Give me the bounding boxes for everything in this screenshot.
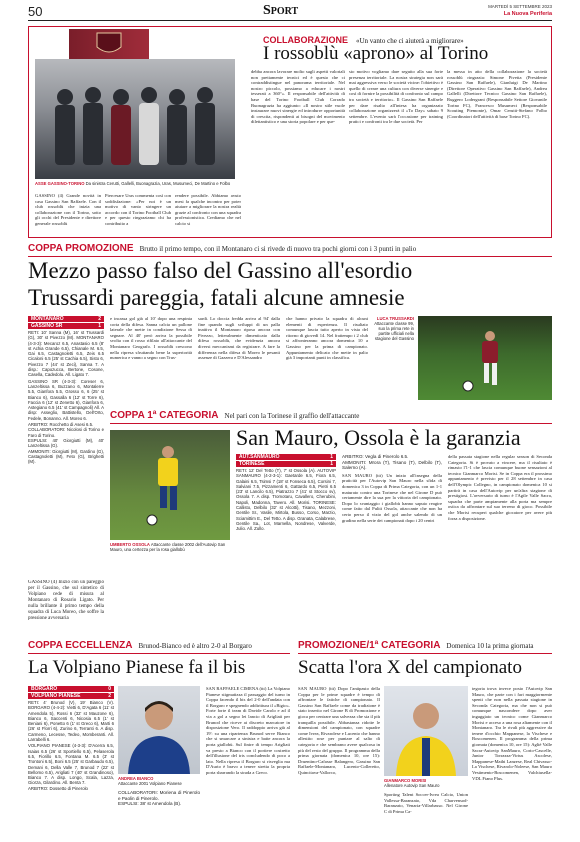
morisi-photo [384,686,468,776]
eccellenza-referee: ARBITRO: Dossetto di Pinerolo [28,785,88,791]
promo-lineup-away: GASSINO SR (4-3-3): Coreser 6, Lanzeltissa 6, Buzzano 6, Montalerre 5.5, Gianfora 5.5, Grosso 6, 6 (25' st Bianco 6), Gassalla 6 (12' st Torre 6), Faccia 6 (12' st Zenetto 6), Gianfora 6, Astegiano 6.5 (41' st Campagnoli) All. A disp: Asseglio, Battistello, Dell'Orto, Fedele, Bonanno. All. Moreo 6. [28,378,104,421]
top-col-6: la messa in atto della collaborazione la società rossoblù ringrazia: Simone Pivetta (Presidente Gassino San Raffaele), Gianluigi De Martino (Direttore Operativo Gassino San Raffaele), Andrea Gallelli (Direttore Tecnico Gassino San Raffaele), Ruggero Lodergrani (Responsabile Settore Giovanile Torino FC), Francesco Musumeci (Responsabile Scouting Piemonte), Omar Cerutti-Stefano Folbo (Coordinatori dell'attività di base Torino FC). [447,69,547,119]
eccellenza-kicker-label: COPPA ECCELLENZA [28,640,133,651]
portrait-icon [384,686,468,776]
team-home: AUT.SANMAURO [239,454,280,460]
promo-col-4: che hanno privato la squadra di alcuni elementi di esperienza. Il risultato comunque lascia tutto aperto in vista del ritorno di giovedì 14. Nel frattempo i 2 club si affronteranno ancora domenica 10 a Gassino per la prima di campionato. Appuntamento delicato che mette in palio già 3 importanti punti in classifica. [286,316,368,361]
kicker-label: COLLABORAZIONE [263,35,348,45]
promo-kicker [28,243,552,254]
promo-col-3: sardi. Lo doccia fredda arriva al 94' dalla fine quando sugli sviluppi di un palla inattiva il Montanaro riposa ancora con Pivezzo, letteralmente dimenticato dalla difesa rossoblù, che evidenzia ancora diversi meccanismi da registrare. A fare la differenza nella difesa di Moreo le pesanti assenze di Gazzera e D'Alessandro [198,316,280,361]
score-row-home [28,686,114,692]
coppa1-scorecard [236,454,336,614]
coppa1-ammoniti: AMMONITI: Mrora (T), Tisano (T), Delbilo (T), Salerno (A). [342,459,442,471]
score-row-home [28,316,104,322]
top-col-5: sto motivo vogliamo dare seguito alla sua forte presenza territoriale. La nostra strategia non sarà mai aggressiva verso le società vicine: l'obiettivo è quello di creare una cultura con diverse sinergie e così di fornire la possibilità di confronto sul campo tra società e territorio». Il Gassino San Raffaele per dare risalto all'intesa ha organizzato collaborazione organizzerà il «To Day» sabato 9 settembre. L'evento sarà l'occasione per training pratici e confronti tra le due società. Per [349,69,443,125]
team-away: GASSINO SR [31,323,63,329]
promo-collab: COLLABORATORI: Nicolosi di Torino e Faro di Torino. [28,427,104,438]
mondo-rule [298,653,552,654]
promo-scorecard [28,316,104,578]
trussardi-text: Attaccante classe 99, suo la prima rete in partite ufficiali nella stagione del Gassino [374,321,414,341]
coppa1-kicker [110,410,552,421]
group-photo-caption [35,181,255,186]
top-story [28,26,552,238]
header-date: MARTEDÌ 5 SETTEMBRE 2023 [488,4,552,9]
mondo-col-1: SAN MAURO (ttt) Dopo l'antipasto della Coppa per le prime squadre è tempo di affrontare le fatiche di campionato. Il Gassino San Raffaele come da tradizione è stato inserito nel Girone B di Promozione e gioca per centrare una salvezza che sia il più tranquilla possibile. Abbastanza ridotte le dimensioni del campionato, con squadre come Ivrea, Rivarolese e Lucento che hanno allestito rose per puntare al salto di categoria e che sembrano avere qualcosa in più del resto del gruppo. Il programma della prima giornata (domenica 10, ore 15): Druentino-Cafasse Balangero, Gassino San Raffaele-Montanaro, Lucento-Colleretto, Quincitava-Vallorco, [298,686,380,775]
portrait-icon [118,686,200,774]
promo-kicker-sub: Brutto il primo tempo, con il Montanaro ci si rivede di nuovo tra pochi giorni con i 3 punti in palio [139,245,417,253]
score-row-home [236,454,336,460]
top-col-3: rendere possibile. Abbiamo avuto mesi fa qualche incontro per poter aiutare a migliorare la nostra realtà grazie al confronto con una squadra professionistica. Crediamo che nel calcio si [175,193,241,226]
score-away: 1 [330,461,333,467]
coppa1-referee: ARBITRO: Vegla di Pinerolo 6.5. [342,454,409,459]
coppa1-kicker-sub: Nel pari con la Torinese il graffio dell'attaccante [224,412,360,420]
score-away: 2 [108,693,111,699]
score-row-away [28,693,114,699]
trussardi-caption [374,316,414,341]
promo-rule [28,256,552,257]
coppa1-rule [110,423,552,424]
promo-espulsi: ESPULSI: 40' Giorgiutti (M), 40' Lanzeltissa (G). [28,437,104,449]
score-home: 0 [108,686,111,692]
promo-kicker-label: COPPA PROMOZIONE [28,243,134,254]
morisi-name: GIANMARCO MORISI [384,778,427,783]
top-col-4: debba ancora lavorare molto sugli aspetti valoriali non prettamente tecnici ed è questo che ci contraddistingue nel panorama territoriale. Nel nostro piccolo, possiamo a educare i nostri tesserati a 360°». Il responsabile dell'attività di base del Torino Football Club Corrado Buonagrazia ha aggiunto: «Il nostro stile vuole instaurare nuovi sinergie ed introdurre opportunità di crescita, rispondenti ai bisogni del movimento dilettantistico e una storia popolare e per que- [251,69,345,125]
eccellenza-kicker [28,640,288,651]
promo-referee: ARBITRO: Rocchetto di Asesi 6.5. [28,422,94,428]
trussardi-name: LUCA TRUSSARDI [376,316,414,321]
eccellenza-rule [28,653,290,654]
promo-headline-2: Trussardi pareggia, fatali alcune amnesie [28,285,405,310]
ossola-name: UMBERTO OSSOLA [110,542,150,547]
bianco-caption [118,776,200,786]
coppa1-col-3: della passata stagione nella regular season di Seconda Categoria. Si è provato a vincere, ma il risultato è rimasto l'1-1 che lascia comunque buone sensazioni al tecnico Gianmarco Morisi. Se in Coppa era il prossimo appuntamento è previsto per il 28 settembre in casa dell'Olympic Collegno, in campionato domenica 10 si partirà in casa dell'Autovip per un'altra stagione di prestigiosi. L'avversario di turno è l'Agile Valle Sacra, squadra che parte ampiamente alla porta ma sempre ostica da affrontare sul suo terreno di gioco. Possibile che Morisi recuperi qualche giocatore per avere più forza a disposizione. [448,454,552,521]
mondo-headline: Scatta l'ora X del campionato [298,657,522,678]
top-col-1: GASSINO (4) Grande novità in casa Gassino San Raffaele. Con il club rossoblù che inizia una collaborazione con il Torino, sotto gli occhi del Presidente e direttore generale rossoblù [35,193,101,226]
shield-icon [69,29,149,59]
score-row-away [236,461,336,467]
club-logo [69,29,149,59]
promo-col-2: e incassa gol già al 10' dopo una respinta corta della difesa. Sanna calcia un pallone laterale che mette in condizione Sessa di segnare. Al 40' però arriva la possibile svolta con il rosso rifilato all'attaccante del Montanaro Geografo. I rossoblù crescono nella ripresa sfruttando bene la superiorità numerica e vanno a segno con Trus- [110,316,192,361]
eccellenza-headline: La Volpiano Pianese fa il bis [28,657,246,678]
team-home: MONTANARO [31,316,64,322]
group-photo [35,59,235,179]
team-away: TORINESE [239,461,265,467]
header-rule [28,20,552,21]
eccellenza-scorecard [28,686,114,834]
people-group-icon [35,59,235,179]
bianco-photo [118,686,200,774]
top-col-2: Piercesare Uras commenta così con soddisfazione: «Per noi è un motivo di vanto stringere un accordo con il Torino Football Club e per questo ringraziamo chi ha contribuito a [105,193,171,226]
newspaper-name: La Nuova Periferia [503,11,552,17]
caption-text: Da sinistra Cerutti, Gallelli, Buonagrazia, Uras, Musumeci, De Martino e Folbo [85,181,231,186]
eccellenza-kicker-sub: Brunod-Bianco ed è altro 2-0 al Borgaro [138,642,252,650]
soccer-player-icon [110,430,230,540]
eccellenza-extra [118,790,200,834]
morisi-caption [384,778,468,788]
promo-lineup-home: RETI: 10' Sanna (M), 16' st Trussardi (G), 30' st Pivezzo (M). MONTANARO (4-3-3): Mecaroz 6.5, Anastasio 6.5 (8' st Achia Grande 6.5), Chianale M. 6.5, Gai 6.5, Castagnoletti 6.5, Zeis 6.5 Cicaloni 6.5 (25' st Cachia 6.5), Sisto 6, Pivezzo 7 (44' st Zeci), Sanna 7. A disp.: Capozucca, Bertone, Cosone, Casella, Cadedolu. All. Ligato 7. [28,330,104,378]
score-home: 2 [98,316,101,322]
mondo-kicker-sub: Domenica 10 la prima giornata [446,642,534,650]
bianco-text: Attaccante 2001 Volpiano Pianese [118,781,182,786]
score-home: 1 [330,454,333,460]
section-title: Sport [263,3,299,18]
ossola-photo [110,430,230,540]
ossola-text: Attaccante classe 2002 dell'Autovip San Mauro, una certezza per la rosa giallobù [110,542,226,552]
caption-label: ASSE GASSINO-TORINO [35,181,85,186]
trussardi-photo [418,316,552,400]
eccellenza-espulsi: ESPULSI: 38' st Amendola (B). [118,801,182,807]
mondo-kicker-label: PROMOZIONE/1ª CATEGORIA [298,640,441,651]
eccellenza-lineup-away: VOLPIANO PIANESE (4-3-3): D'Acerra 6.5, Isaias 6.5 (26' st Sportiello 6.5), Pelaserola 6.5, Fiorillo 6.5, Fontana M. 6.5 (3' st Trontoni 6.5), Boni 6.5 (25' st Garbaudo 6.5), Demani 6, Della Valle 7, Brunod 7 (22' st Bellomo 6.5), Arigliati 7 (40' st Grandinoso), Bianco 7. A disp. Longo, Scala, Lazza, Giorza, Gilardino. All. Benta 7. [28,743,114,786]
mondo-col-3: tegoria trova invece posto l'Autovip San Mauro, che parte con i fari maggiormente spenti che non nella passata stagione in Seconda Categoria, ma che non si può comunque nascondere dopo aver ingaggiato un tecnico come Gianmarco Morisi e acceso a una rosa altamente con il Montanaro. Tra le rivali più aggressive da tenere d'occhio Mappanese, la Vischese e Boscomenen. Il programma della prima giornata (domenica 10, ore 15): Agliè Valle Sacra-Autovip SanMauro, Corio-Cascelle, Junior Torrazza-Virtus Ascolese, Mappanese-Mathi Lanzese, Real Chivasso-La Vischese, Rivarolo-Noleese, San Mauro Vestimento-Boscomenen, Valchiusella-VDL Fiano Plus. [472,686,552,781]
score-row-away [28,323,104,329]
eccellenza-collab: COLLABORATORI: Moriena di Pinerolo e Paolin di Pinerolo. [118,790,200,801]
soccer-player-icon [418,316,552,400]
team-home: BORGARO [31,686,58,692]
eccellenza-lineup-home: RETI: 4' Brunod (V), 19' Bianco (V). BORGARO (4-4-2): Vietti 6, D'Agata 6 (11' st Amendola 5), Rossi 6 (32' st Mauzone 6), Bianco 6, Saccenti 6, Nicosia 6.5 (1' st Beniani 6), Ponetto 6 (1' st Greco 6), Marti 6 (26' st Florri 6), Zurino 6, Terranti 6. A disp. Carmeno, Lecesse, Tedeo, Momberanti. All. Larrabelli 6. [28,700,114,743]
ossola-caption [110,542,232,552]
promo-headline-1: Mezzo passo falso del Gassino all'esordio [28,258,413,283]
eccellenza-body: SAN RAFFAELE CIMENA (ttt) La Volpiano Pianese stigmatizza il passaggio del turno in Coppa facendo il bis del 2-0 dell'andata con il Borgaro e spegnendo addirittura il «Bigio». Forte forte il team di Davide Carolo e ad il via a gol a segno lei lancio di Arigliati per Brunod che riceve ai discreto marcatore in disposizione Vero. Il raddoppio arriva già al 19': su una ripartenza Brunod serve Bianco che si smarcare a sinistra e batte ancora la porta giallobù. Sul finire di tempo Arigliati va presto a Bianco con il portiere costretto dell'illusione del tris concludendo di poco a lato. Nella ripresa il Borgaro si risveglia ma D'Aurio è bravo a tenere stretta la propria porta sbarrando la strada a Greco. [206,686,290,775]
bianco-name: ANDREA BIANCO [118,776,154,781]
promo-ammoniti: AMMONITI: Giorgiutti (M), Gardino (G), Castagnoletti (M), Feto (G), Brighetti (M). [28,448,104,465]
top-headline: I rossoblù «aprono» al Torino [263,43,489,64]
coppa1-headline: San Mauro, Ossola è la garanzia [236,425,521,450]
coppa1-body: SAN MAURO (ttt) Un inizio all'insegna della praticità per l'Autovip San Mauro nella sfida di domenica 3 in Coppa di Prima Categoria, con un 1-1 maturato contro una Torinese che nel Girone D può certamente dire la sua per la vittoria del campionato. Dopo lo svantaggio i giallobù hanno saputo reagire come fatto dal Puliti Ossola, attaccante che non ha certo perso il vizio del gol anche salendo di un gradino nella serie dei campionati dopo i 20 centri [342,472,442,523]
mondo-kicker [298,640,552,651]
coppa1-col-2 [342,454,442,614]
page-number: 50 [28,4,43,19]
mondo-col-2: Sporting Talent Soccer-Ivrea Calcio, Union Vallessa-Baranzato, Vda Charvensod-Baranzato, Venaria-Villarbasso. Nel Girone C di Prima Ca- [384,792,468,814]
coppa1-lineups: RETI: 12' Del Tetto (T), 7' st Ossola (A). AUTOVIP SANMAURO (4-2-3-1): Gaetarde 6.5, Fiora 6.5, Galaini 6.5, Tsimsi 7 (18' st Fonseca 6.5), Corsini 7, Salviani 7.5, Pizzamenti 6, Gattardo 6.5, Pietri 6.5 (23' st Lancilo 6.5), Piatrazzo 7 (41' st Stocco sv), Ossola 7. A disp. Tromotaru, Cavallero, Cherubini, Napoli, Madonna, Tavero. All. Morisi. TORINESE: Callisto, Delbilo (32' st Alcotti), Tisano, Mezzoni, Gentile Sr., Vasile, Mirtola, Busso, Corso, Marzio, Sciamittim E., Del Tetto. A disp. Granata, Calabrese, Gentile Sa., Lot, Marnella, Nondrese, Valverde, Julio. All. Zullo. [236,468,336,532]
team-away: VOLPIANO PIANESE [31,693,81,699]
kicker-quote: «Un vanto che ci aiuterà a migliorare» [356,37,464,45]
promo-lead: GASSINO (4) Inizio con un pareggio per il Gassino, che sul sintetico di Volpiano cede di misura al Montanaro di Rosario Ligato. Per nulla brillante il primo tempo della squadra di Luca Moreo, che soffre la pressione avversaria [28,580,104,621]
score-away: 1 [98,323,101,329]
morisi-text: Allenatore Autovip San Mauro [384,783,440,788]
coppa1-kicker-label: COPPA 1ª CATEGORIA [110,410,219,421]
